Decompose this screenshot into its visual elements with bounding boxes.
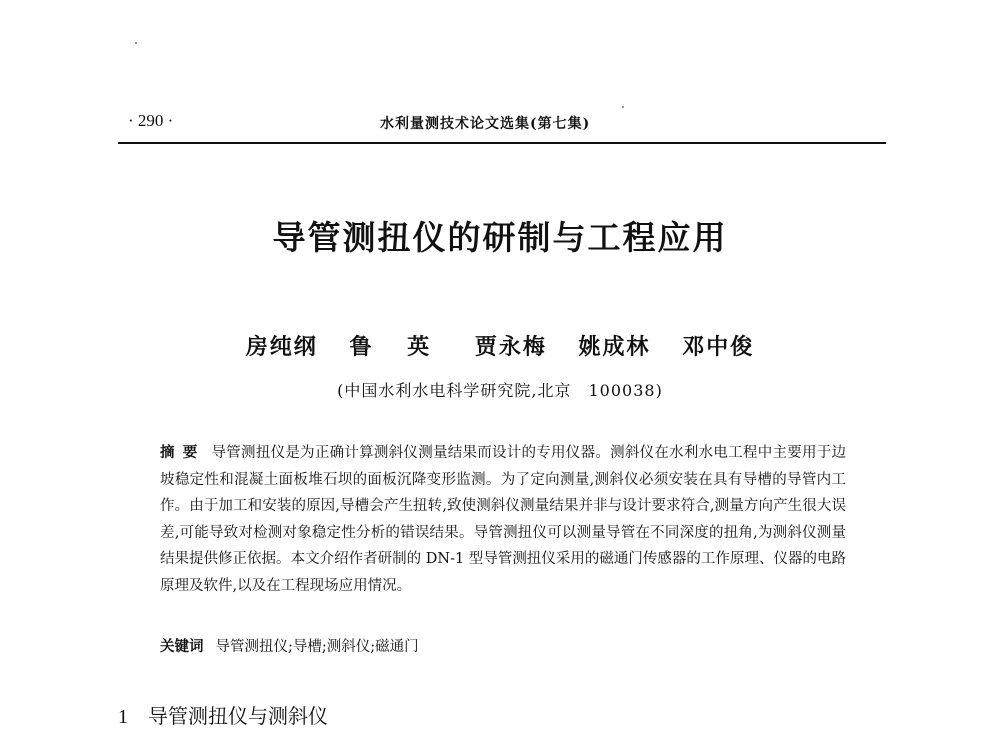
section-heading (118, 700, 328, 729)
abstract-text: 导管测扭仪是为正确计算测斜仪测量结果而设计的专用仪器。测斜仪在水利水电工程中主要用于边坡稳定性和混凝土面板堆石坝的面板沉降变形监测。为了定向测量,测斜仪必须安装在具有导槽的导管内工作。由于加工和安装的原因,导槽会产生扭转,致使测斜仪测量结果并非与设计要求符合,测量方向产生很大误差,可能导致对检测对象稳定性分析的错误结果。导管测扭仪可以测量导管在不同深度的扭角,为测斜仪测量结果提供修正依据。本文介绍作者研制的 DN-1 型导管测扭仪采用的磁通门传感器的工作原理、仪器的电路原理及软件,以及在工程现场应用情况。 (160, 445, 847, 594)
author-name: 邓中俊 (682, 334, 755, 360)
paper-title: 导管测扭仪的研制与工程应用 (272, 218, 728, 257)
page-number: · 290 · (128, 111, 174, 130)
author-name: 房纯纲 (245, 334, 318, 360)
affiliation: (中国水利水电科学研究院,北京 100038) (337, 381, 663, 400)
keywords-label: 关键词 (160, 638, 204, 655)
scan-speck (135, 42, 137, 44)
section-title: 导管测扭仪与测斜仪 (148, 704, 328, 728)
author-name: 贾永梅 (474, 334, 547, 360)
author-name: 鲁 英 (349, 334, 444, 360)
abstract-label: 摘要 (160, 444, 206, 461)
keywords-text: 导管测扭仪;导槽;测斜仪;磁通门 (215, 639, 419, 655)
scan-speck (622, 106, 624, 108)
author-name: 姚成林 (578, 334, 651, 360)
running-title: 水利量测技术论文选集(第七集) (380, 116, 591, 132)
section-number: 1 (118, 706, 128, 728)
abstract (160, 440, 846, 599)
author-list (0, 330, 1000, 361)
header-rule (118, 142, 886, 144)
keywords (160, 635, 846, 656)
